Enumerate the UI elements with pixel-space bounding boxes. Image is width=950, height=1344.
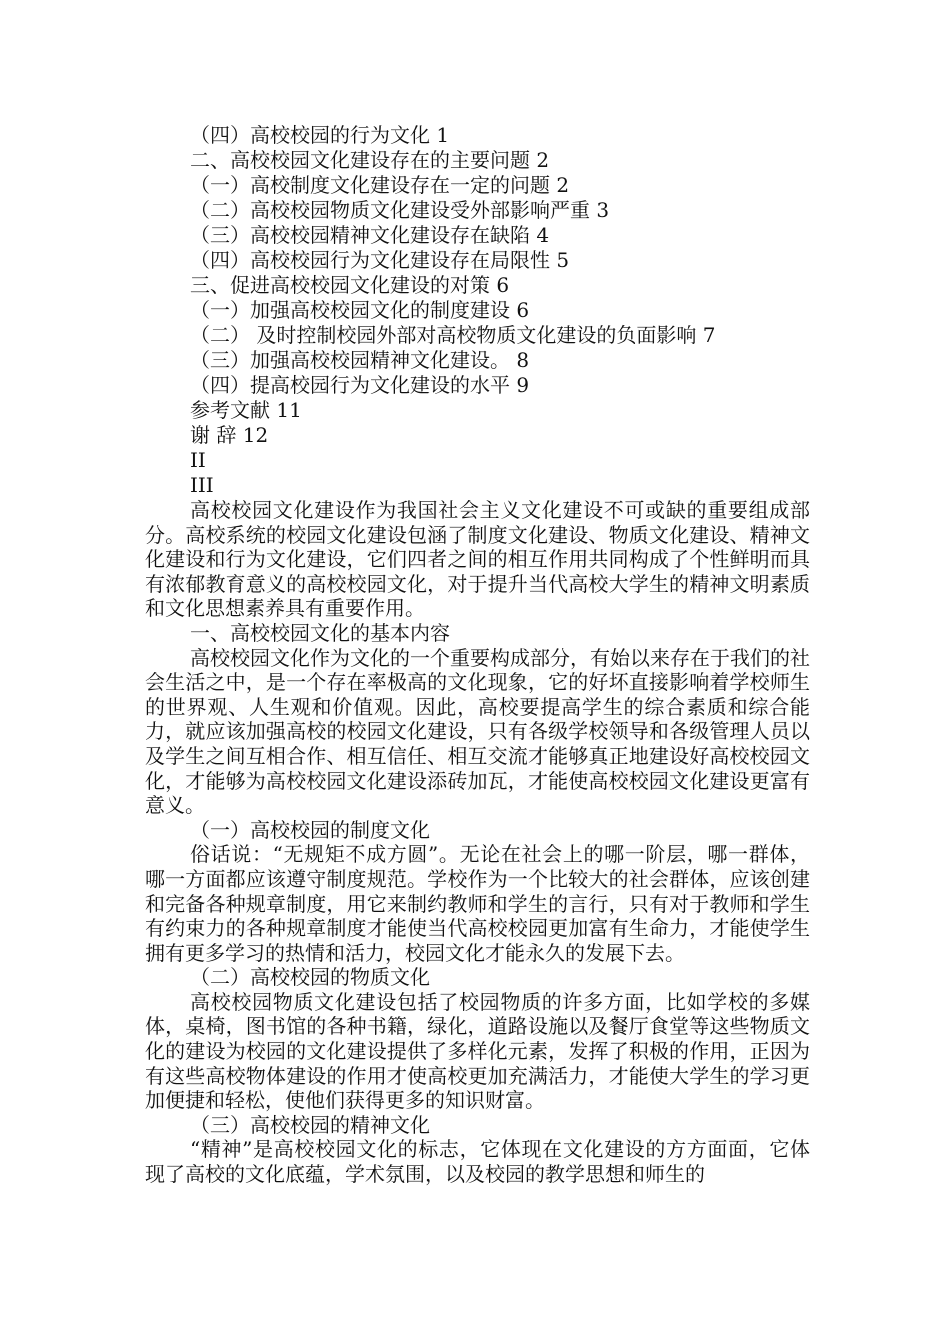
toc-entry: （四）提高校园行为文化建设的水平 9 bbox=[190, 373, 530, 397]
page-number-roman: II bbox=[190, 448, 206, 472]
toc-entry: 二、高校校园文化建设存在的主要问题 2 bbox=[190, 148, 550, 172]
body-paragraph: 高校校园物质文化建设包括了校园物质的许多方面，比如学校的多媒体，桌椅，图书馆的各种书籍，绿化，道路设施以及餐厅食堂等这些物质文化的建设为校园的文化建设提供了多样化元素，发挥了积极的作用，正因为有这些高校物体建设的作用才使高校更加充满活力，才能使大学生的学习更加便捷和轻松，使他们获得更多的知识财富。 bbox=[145, 989, 810, 1113]
toc-entry: （三）加强高校校园精神文化建设。 8 bbox=[190, 348, 530, 372]
toc-entry: （二）高校校园物质文化建设受外部影响严重 3 bbox=[190, 198, 610, 222]
page-number-roman: III bbox=[190, 473, 214, 497]
toc-entry-references: 参考文献 11 bbox=[190, 398, 302, 422]
document-body bbox=[145, 498, 810, 1187]
intro-paragraph: 高校校园文化建设作为我国社会主义文化建设不可或缺的重要组成部分。高校系统的校园文化建设包涵了制度文化建设、物质文化建设、精神文化建设和行为文化建设，它们四者之间的相互作用共同构成了个性鲜明而具有浓郁教育意义的高校校园文化，对于提升当代高校大学生的精神文明素质和文化思想素养具有重要作用。 bbox=[145, 498, 810, 621]
subsection-heading: （三）高校校园的精神文化 bbox=[190, 1112, 430, 1137]
body-paragraph: 俗话说：“无规矩不成方圆”。无论在社会上的哪一阶层，哪一群体，哪一方面都应该遵守制度规范。学校作为一个比较大的社会群体，应该创建和完备各种规章制度，用它来制约教师和学生的言行，只有对于教师和学生有约束力的各种规章制度才能使当代高校校园更加富有生命力，才能使学生拥有更多学习的热情和活力，校园文化才能永久的发展下去。 bbox=[145, 842, 810, 965]
toc-entry: （三）高校校园精神文化建设存在缺陷 4 bbox=[190, 223, 550, 247]
subsection-heading: （一）高校校园的制度文化 bbox=[190, 817, 430, 842]
toc-entry: 三、促进高校校园文化建设的对策 6 bbox=[190, 273, 510, 297]
table-of-contents bbox=[190, 123, 830, 498]
toc-entry: （二） 及时控制校园外部对高校物质文化建设的负面影响 7 bbox=[190, 323, 716, 347]
section-heading: 一、高校校园文化的基本内容 bbox=[190, 620, 450, 645]
toc-entry: （四）高校校园的行为文化 1 bbox=[190, 123, 450, 147]
toc-entry-acknowledgements: 谢 辞 12 bbox=[190, 423, 269, 447]
subsection-heading: （二）高校校园的物质文化 bbox=[190, 965, 430, 990]
body-paragraph: 高校校园文化作为文化的一个重要构成部分，有始以来存在于我们的社会生活之中，是一个存在率极高的文化现象，它的好坏直接影响着学校师生的世界观、人生观和价值观。因此，高校要提高学生的综合素质和综合能力，就应该加强高校的校园文化建设，只有各级学校领导和各级管理人员以及学生之间互相合作、相互信任、相互交流才能够真正地建设好高校校园文化，才能够为高校校园文化建设添砖加瓦，才能使高校校园文化建设更富有意义。 bbox=[145, 645, 810, 818]
toc-entry: （一）加强高校校园文化的制度建设 6 bbox=[190, 298, 530, 322]
body-paragraph: “精神”是高校校园文化的标志，它体现在文化建设的方方面面，它体现了高校的文化底蕴，学术氛围，以及校园的教学思想和师生的 bbox=[145, 1137, 810, 1187]
toc-entry: （四）高校校园行为文化建设存在局限性 5 bbox=[190, 248, 570, 272]
toc-entry: （一）高校制度文化建设存在一定的问题 2 bbox=[190, 173, 570, 197]
